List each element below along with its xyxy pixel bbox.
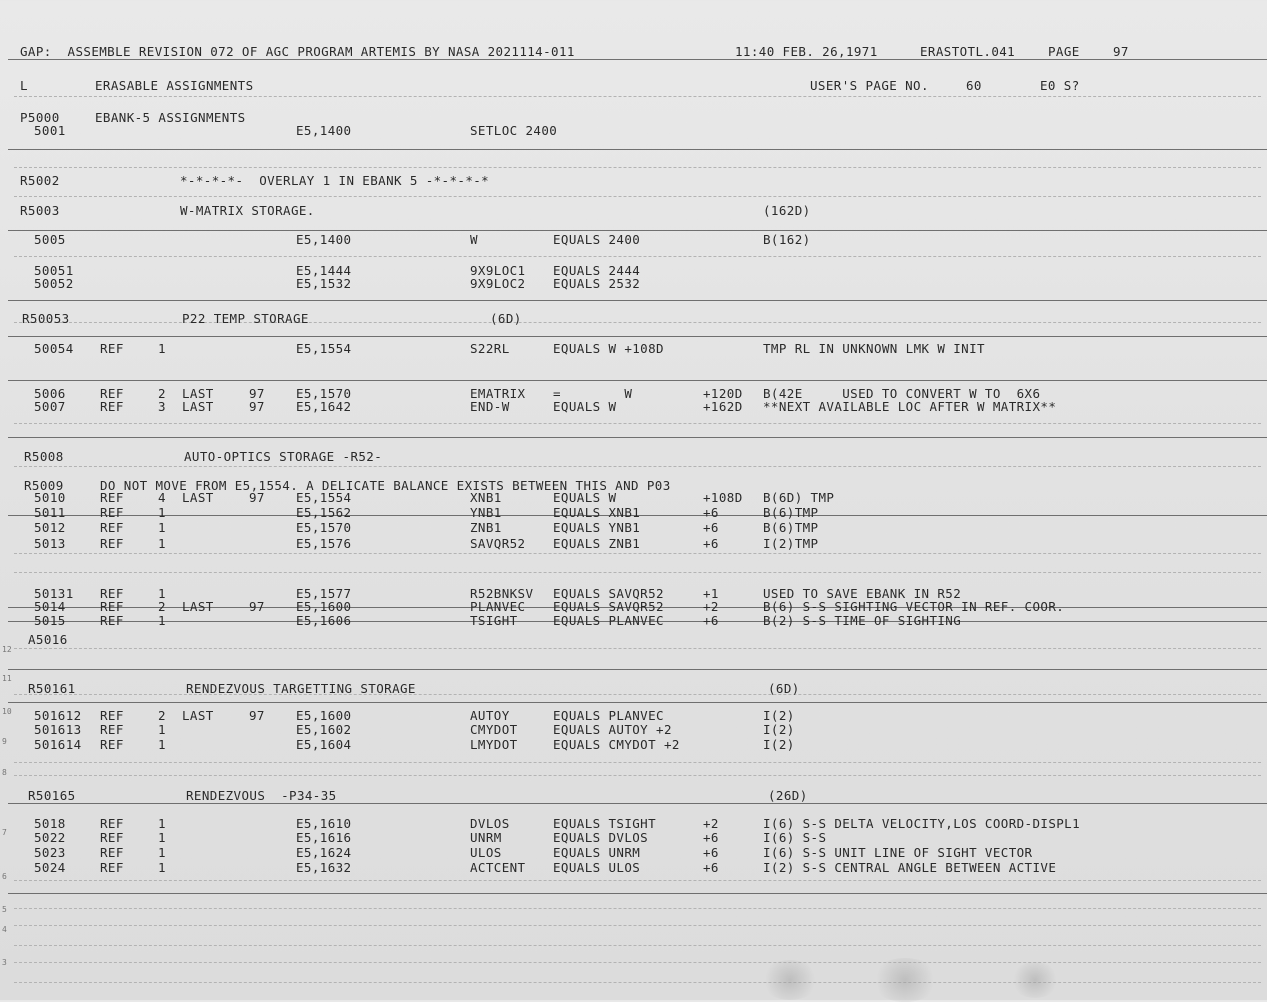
field-addr: E5,1632 — [296, 860, 352, 875]
field-seq: 50052 — [34, 276, 74, 291]
field-seq: 501614 — [34, 737, 82, 752]
field-a: RENDEZVOUS TARGETTING STORAGE — [186, 681, 416, 696]
field-note: B(6)TMP — [763, 520, 819, 535]
field-sym: YNB1 — [470, 505, 502, 520]
field-op: EQUALS YNB1 — [553, 520, 641, 535]
field-addr: E5,1600 — [296, 599, 352, 614]
field-n: 1 — [158, 341, 166, 356]
listing-marker: L — [20, 78, 28, 93]
listing-line — [0, 633, 1267, 647]
margin-mark: 10 — [2, 707, 12, 716]
field-ref: REF — [100, 399, 124, 414]
field-mid: (6D) — [490, 311, 522, 326]
dashed-rule — [14, 945, 1261, 946]
dashed-rule — [14, 648, 1261, 649]
field-seq: R5009 — [24, 478, 64, 493]
listing-line — [0, 450, 1267, 464]
field-n: 2 — [158, 708, 166, 723]
field-ref: REF — [100, 599, 124, 614]
field-addr: E5,1400 — [296, 232, 352, 247]
listing-line — [0, 600, 1267, 614]
field-off: +6 — [703, 830, 719, 845]
solid-rule — [8, 380, 1267, 381]
field-sym: ACTCENT — [470, 860, 526, 875]
field-addr: E5,1570 — [296, 386, 352, 401]
field-n: 1 — [158, 520, 166, 535]
field-ref: REF — [100, 737, 124, 752]
field-pg: 97 — [249, 399, 265, 414]
users-page-number: 60 — [966, 78, 982, 93]
field-a: W-MATRIX STORAGE. — [180, 203, 315, 218]
field-sym: END-W — [470, 399, 510, 414]
field-addr: E5,1400 — [296, 123, 352, 138]
header-line — [0, 45, 1267, 59]
field-sym: 9X9LOC2 — [470, 276, 526, 291]
field-seq: 501612 — [34, 708, 82, 723]
listing-line — [0, 111, 1267, 125]
field-n: 1 — [158, 536, 166, 551]
field-seq: R50165 — [28, 788, 76, 803]
field-ref: REF — [100, 505, 124, 520]
field-op: EQUALS 2444 — [553, 263, 641, 278]
field-seq: R5002 — [20, 173, 60, 188]
field-last: LAST — [182, 599, 214, 614]
field-addr: E5,1444 — [296, 263, 352, 278]
field-pg: 97 — [249, 599, 265, 614]
field-n: 1 — [158, 737, 166, 752]
page-number: 97 — [1113, 44, 1129, 59]
file-name: ERASTOTL.041 — [920, 44, 1016, 59]
field-off: +6 — [703, 845, 719, 860]
field-sym: LMYDOT — [470, 737, 518, 752]
field-off: +108D — [703, 490, 743, 505]
field-seq: R50161 — [28, 681, 76, 696]
field-note: USED TO SAVE EBANK IN R52 — [763, 586, 962, 601]
listing-line — [0, 277, 1267, 291]
field-op: EQUALS DVLOS — [553, 830, 649, 845]
field-addr: E5,1610 — [296, 816, 352, 831]
field-op: EQUALS PLANVEC — [553, 708, 664, 723]
field-off: +2 — [703, 599, 719, 614]
field-off: +120D — [703, 386, 743, 401]
field-addr: E5,1554 — [296, 490, 352, 505]
listing-line — [0, 614, 1267, 628]
field-note: **NEXT AVAILABLE LOC AFTER W MATRIX** — [763, 399, 1057, 414]
dashed-rule — [14, 925, 1261, 926]
field-op: EQUALS UNRM — [553, 845, 641, 860]
field-sym: TSIGHT — [470, 613, 518, 628]
field-seq: 5018 — [34, 816, 66, 831]
field-n: 1 — [158, 722, 166, 737]
field-op: EQUALS PLANVEC — [553, 613, 664, 628]
field-sym: S22RL — [470, 341, 510, 356]
listing-line — [0, 738, 1267, 752]
field-sym: PLANVEC — [470, 599, 526, 614]
field-n: 1 — [158, 505, 166, 520]
field-addr: E5,1532 — [296, 276, 352, 291]
margin-mark: 7 — [2, 828, 7, 837]
field-seq: 501613 — [34, 722, 82, 737]
field-last: LAST — [182, 708, 214, 723]
listing-line — [0, 789, 1267, 803]
field-note: B(6) S-S SIGHTING VECTOR IN REF. COOR. — [763, 599, 1065, 614]
field-note: I(6) S-S — [763, 830, 827, 845]
margin-mark: 9 — [2, 737, 7, 746]
listing-line — [0, 491, 1267, 505]
field-op: EQUALS W — [553, 490, 617, 505]
field-off: +6 — [703, 860, 719, 875]
listing-line — [0, 342, 1267, 356]
field-addr: E5,1606 — [296, 613, 352, 628]
dashed-rule — [14, 96, 1261, 97]
field-sym: EMATRIX — [470, 386, 526, 401]
field-ref: REF — [100, 830, 124, 845]
paper-smudge — [870, 958, 940, 1002]
solid-rule — [8, 149, 1267, 150]
field-off: +1 — [703, 586, 719, 601]
field-seq: R5003 — [20, 203, 60, 218]
field-pg: 97 — [249, 708, 265, 723]
margin-mark: 12 — [2, 645, 12, 654]
field-note: TMP RL IN UNKNOWN LMK W INIT — [763, 341, 985, 356]
field-pg: 97 — [249, 490, 265, 505]
field-seq: 5012 — [34, 520, 66, 535]
solid-rule — [8, 803, 1267, 804]
page-label: PAGE — [1048, 44, 1080, 59]
listing-line — [0, 723, 1267, 737]
field-seq: A5016 — [28, 632, 68, 647]
field-a: P22 TEMP STORAGE — [182, 311, 309, 326]
dashed-rule — [14, 553, 1261, 554]
solid-rule — [8, 893, 1267, 894]
field-seq: 50131 — [34, 586, 74, 601]
field-seq: R50053 — [22, 311, 70, 326]
field-seq: R5008 — [24, 449, 64, 464]
field-ref: REF — [100, 586, 124, 601]
field-op: EQUALS XNB1 — [553, 505, 641, 520]
field-a: DO NOT MOVE FROM E5,1554. A DELICATE BALANCE EXISTS BETWEEN THIS AND P03 — [100, 478, 671, 493]
solid-rule — [8, 300, 1267, 301]
field-ref: REF — [100, 341, 124, 356]
margin-mark: 3 — [2, 958, 7, 967]
field-seq: 5022 — [34, 830, 66, 845]
field-ref: REF — [100, 490, 124, 505]
listing-line — [0, 831, 1267, 845]
field-sym: R52BNKSV — [470, 586, 534, 601]
field-note: I(2) S-S CENTRAL ANGLE BETWEEN ACTIVE — [763, 860, 1057, 875]
field-seq: 5024 — [34, 860, 66, 875]
listing-line — [0, 537, 1267, 551]
field-a: AUTO-OPTICS STORAGE -R52- — [184, 449, 383, 464]
field-n: 1 — [158, 845, 166, 860]
print-timestamp: 11:40 FEB. 26,1971 — [735, 44, 878, 59]
field-addr: E5,1602 — [296, 722, 352, 737]
field-note: I(2) — [763, 722, 795, 737]
dashed-rule — [14, 908, 1261, 909]
section-code: E0 S? — [1040, 78, 1080, 93]
field-op: EQUALS 2532 — [553, 276, 641, 291]
listing-line — [0, 506, 1267, 520]
field-seq: 5001 — [34, 123, 66, 138]
field-n: 2 — [158, 386, 166, 401]
field-ref: REF — [100, 722, 124, 737]
dashed-rule — [14, 962, 1261, 963]
field-ref: REF — [100, 520, 124, 535]
field-off: +2 — [703, 816, 719, 831]
field-addr: E5,1624 — [296, 845, 352, 860]
field-note: B(2) S-S TIME OF SIGHTING — [763, 613, 962, 628]
field-ref: REF — [100, 816, 124, 831]
field-seq: 5005 — [34, 232, 66, 247]
dashed-rule — [14, 466, 1261, 467]
section-title: ERASABLE ASSIGNMENTS — [95, 78, 254, 93]
field-n: 1 — [158, 613, 166, 628]
field-addr: E5,1576 — [296, 536, 352, 551]
field-addr: E5,1554 — [296, 341, 352, 356]
field-ref: REF — [100, 845, 124, 860]
field-addr: E5,1616 — [296, 830, 352, 845]
field-note: B(162) — [763, 232, 811, 247]
field-op: EQUALS SAVQR52 — [553, 586, 664, 601]
field-seq: 5013 — [34, 536, 66, 551]
dashed-rule — [14, 982, 1261, 983]
field-seq: 5014 — [34, 599, 66, 614]
field-op: EQUALS AUTOY +2 — [553, 722, 672, 737]
dashed-rule — [14, 423, 1261, 424]
field-last: LAST — [182, 490, 214, 505]
field-sym: SAVQR52 — [470, 536, 526, 551]
solid-rule — [8, 702, 1267, 703]
field-sym: AUTOY — [470, 708, 510, 723]
margin-mark: 6 — [2, 872, 7, 881]
field-ref: REF — [100, 536, 124, 551]
margin-mark: 4 — [2, 925, 7, 934]
dashed-rule — [14, 762, 1261, 763]
solid-rule — [8, 230, 1267, 231]
margin-mark: 5 — [2, 905, 7, 914]
field-ref: REF — [100, 613, 124, 628]
dashed-rule — [14, 256, 1261, 257]
field-ref: REF — [100, 708, 124, 723]
dashed-rule — [14, 572, 1261, 573]
listing-line — [0, 846, 1267, 860]
users-page-label: USER'S PAGE NO. — [810, 78, 929, 93]
listing-line — [0, 233, 1267, 247]
field-note: B(6)TMP — [763, 505, 819, 520]
field-pg: 97 — [249, 386, 265, 401]
field-off: +6 — [703, 536, 719, 551]
field-note: I(6) S-S DELTA VELOCITY,LOS COORD-DISPL1 — [763, 816, 1081, 831]
field-note: I(2) — [763, 708, 795, 723]
field-seq: 5010 — [34, 490, 66, 505]
field-ref: REF — [100, 860, 124, 875]
field-seq: 5023 — [34, 845, 66, 860]
field-last: LAST — [182, 386, 214, 401]
listing-line — [0, 400, 1267, 414]
header-rule — [8, 59, 1267, 60]
field-n: 4 — [158, 490, 166, 505]
listing-line — [0, 521, 1267, 535]
paper-smudge — [760, 960, 820, 1000]
field-op: EQUALS TSIGHT — [553, 816, 657, 831]
field-seq: 5006 — [34, 386, 66, 401]
field-seq: 50054 — [34, 341, 74, 356]
dashed-rule — [14, 196, 1261, 197]
field-n: 1 — [158, 860, 166, 875]
field-a: *-*-*-*- OVERLAY 1 IN EBANK 5 -*-*-*-* — [180, 173, 490, 188]
solid-rule — [8, 336, 1267, 337]
field-op: EQUALS ZNB1 — [553, 536, 641, 551]
field-op: EQUALS ULOS — [553, 860, 641, 875]
field-op: EQUALS W +108D — [553, 341, 664, 356]
listing-line — [0, 204, 1267, 218]
field-addr: E5,1642 — [296, 399, 352, 414]
program-title: GAP: ASSEMBLE REVISION 072 OF AGC PROGRAM ARTEMIS BY NASA 2021114-011 — [20, 44, 575, 59]
solid-rule — [8, 669, 1267, 670]
field-op: EQUALS CMYDOT +2 — [553, 737, 680, 752]
listing-line — [0, 709, 1267, 723]
field-note: B(42E USED TO CONVERT W TO 6X6 — [763, 386, 1041, 401]
field-sym: W — [470, 232, 478, 247]
listing-line — [0, 861, 1267, 875]
listing-line — [0, 312, 1267, 326]
field-op: EQUALS SAVQR52 — [553, 599, 664, 614]
field-seq: P5000 — [20, 110, 60, 125]
field-op: EQUALS W — [553, 399, 617, 414]
field-addr: E5,1604 — [296, 737, 352, 752]
field-addr: E5,1577 — [296, 586, 352, 601]
field-op: = W — [553, 386, 633, 401]
field-a: RENDEZVOUS -P34-35 — [186, 788, 337, 803]
dashed-rule — [14, 880, 1261, 881]
field-sym: DVLOS — [470, 816, 510, 831]
listing-line — [0, 174, 1267, 188]
field-seq: 5011 — [34, 505, 66, 520]
margin-mark: 11 — [2, 674, 12, 683]
field-n: 2 — [158, 599, 166, 614]
field-note: (26D) — [768, 788, 808, 803]
field-op: EQUALS 2400 — [553, 232, 641, 247]
paper-smudge — [1010, 962, 1060, 998]
field-addr: E5,1570 — [296, 520, 352, 535]
field-a: EBANK-5 ASSIGNMENTS — [95, 110, 246, 125]
field-sym: SETLOC 2400 — [470, 123, 558, 138]
solid-rule — [8, 437, 1267, 438]
field-note: (6D) — [768, 681, 800, 696]
subheader-line — [0, 79, 1267, 93]
field-addr: E5,1600 — [296, 708, 352, 723]
margin-mark: 8 — [2, 768, 7, 777]
listing-line — [0, 817, 1267, 831]
listing-line — [0, 682, 1267, 696]
field-n: 3 — [158, 399, 166, 414]
field-sym: ZNB1 — [470, 520, 502, 535]
dashed-rule — [14, 167, 1261, 168]
field-note: I(6) S-S UNIT LINE OF SIGHT VECTOR — [763, 845, 1033, 860]
field-off: +6 — [703, 520, 719, 535]
field-off: +6 — [703, 505, 719, 520]
field-sym: 9X9LOC1 — [470, 263, 526, 278]
field-seq: 5007 — [34, 399, 66, 414]
dashed-rule — [14, 775, 1261, 776]
field-note: I(2) — [763, 737, 795, 752]
field-off: +162D — [703, 399, 743, 414]
field-n: 1 — [158, 830, 166, 845]
field-addr: E5,1562 — [296, 505, 352, 520]
field-seq: 50051 — [34, 263, 74, 278]
field-sym: XNB1 — [470, 490, 502, 505]
listing-line — [0, 124, 1267, 138]
field-n: 1 — [158, 816, 166, 831]
field-note: B(6D) TMP — [763, 490, 835, 505]
field-seq: 5015 — [34, 613, 66, 628]
field-sym: UNRM — [470, 830, 502, 845]
field-ref: REF — [100, 386, 124, 401]
field-sym: ULOS — [470, 845, 502, 860]
field-note: I(2)TMP — [763, 536, 819, 551]
field-last: LAST — [182, 399, 214, 414]
field-n: 1 — [158, 586, 166, 601]
field-off: +6 — [703, 613, 719, 628]
field-note: (162D) — [763, 203, 811, 218]
field-sym: CMYDOT — [470, 722, 518, 737]
